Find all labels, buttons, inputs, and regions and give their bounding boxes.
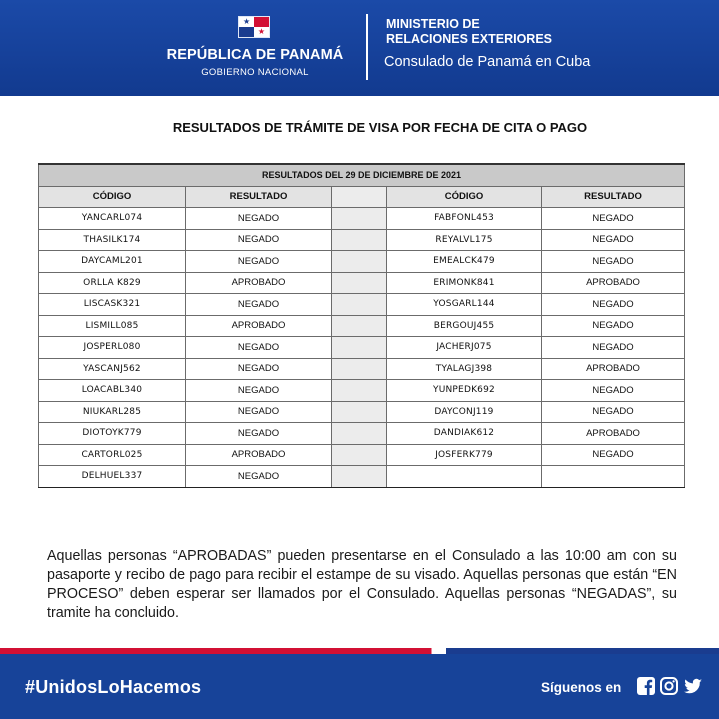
government-label: GOBIERNO NACIONAL [201, 67, 309, 78]
spacer-cell [332, 294, 387, 316]
code-cell: LISCASK321 [39, 294, 186, 316]
code-cell: THASILK174 [39, 229, 186, 251]
result-cell: NEGADO [542, 444, 685, 466]
hashtag: #UnidosLoHacemos [25, 677, 202, 697]
table-row [39, 315, 685, 337]
code-cell: YANCARL074 [39, 208, 186, 230]
ministry-line-2: RELACIONES EXTERIORES [386, 32, 552, 46]
consulate-name: Consulado de Panamá en Cuba [384, 54, 591, 70]
result-cell: NEGADO [186, 208, 332, 230]
result-cell: NEGADO [542, 251, 685, 273]
spacer-cell [332, 208, 387, 230]
date-header: RESULTADOS DEL 29 DE DICIEMBRE DE 2021 [39, 164, 685, 186]
result-cell: APROBADO [542, 358, 685, 380]
table-row [39, 444, 685, 466]
spacer-cell [332, 466, 387, 488]
code-cell: YUNPEDK692 [387, 380, 542, 402]
result-cell: NEGADO [542, 208, 685, 230]
code-cell: DELHUEL337 [39, 466, 186, 488]
spacer-cell [332, 444, 387, 466]
code-cell: JOSPERL080 [39, 337, 186, 359]
instructions-note: Aquellas personas “APROBADAS” pueden presentarse en el Consulado a las 10:00 am con su pasaporte y recibo de pago para recibir el estampe de su visado. Aquellas personas que están “EN PROCESO” deben esperar ser llamados por el Consulado. Aquellas personas “NEGADAS”, su tramite ha concluido. [47, 548, 677, 621]
column-header-result: RESULTADO [542, 186, 685, 208]
result-cell: NEGADO [542, 380, 685, 402]
spacer-cell [332, 337, 387, 359]
spacer-cell [332, 229, 387, 251]
twitter-icon[interactable] [683, 676, 703, 696]
header-banner [0, 0, 719, 96]
result-cell: NEGADO [186, 337, 332, 359]
result-cell: NEGADO [186, 401, 332, 423]
result-cell: NEGADO [542, 337, 685, 359]
document-title: RESULTADOS DE TRÁMITE DE VISA POR FECHA DE CITA O PAGO [172, 120, 588, 135]
spacer-cell [332, 315, 387, 337]
spacer-cell [332, 251, 387, 273]
result-cell: NEGADO [542, 229, 685, 251]
results-table [38, 163, 685, 488]
spacer-cell [332, 401, 387, 423]
spacer-cell [332, 423, 387, 445]
follow-label: Síguenos en [541, 680, 622, 695]
result-cell: NEGADO [542, 315, 685, 337]
table-row [39, 380, 685, 402]
column-header-result: RESULTADO [186, 186, 332, 208]
table-row [39, 466, 685, 488]
code-cell: DAYCONJ119 [387, 401, 542, 423]
result-cell: NEGADO [542, 401, 685, 423]
code-cell [387, 466, 542, 488]
code-cell: FABFONL453 [387, 208, 542, 230]
table-row [39, 272, 685, 294]
result-cell: NEGADO [186, 251, 332, 273]
code-cell: JACHERJ075 [387, 337, 542, 359]
result-cell: NEGADO [186, 466, 332, 488]
column-header-code: CÓDIGO [39, 186, 186, 208]
code-cell: JOSFERK779 [387, 444, 542, 466]
instagram-icon[interactable] [659, 676, 679, 696]
spacer-cell [332, 380, 387, 402]
column-header-code: CÓDIGO [387, 186, 542, 208]
code-cell: EMEALCK479 [387, 251, 542, 273]
table-row [39, 229, 685, 251]
result-cell: APROBADO [542, 423, 685, 445]
table-row [39, 337, 685, 359]
result-cell [542, 466, 685, 488]
code-cell: NIUKARL285 [39, 401, 186, 423]
code-cell: DAYCAML201 [39, 251, 186, 273]
result-cell: NEGADO [542, 294, 685, 316]
result-cell: NEGADO [186, 294, 332, 316]
code-cell: YASCANJ562 [39, 358, 186, 380]
facebook-icon[interactable] [636, 676, 656, 696]
spacer-cell [332, 358, 387, 380]
panama-flag-icon: ★ ★ [238, 16, 270, 38]
code-cell: TYALAGJ398 [387, 358, 542, 380]
result-cell: NEGADO [186, 423, 332, 445]
code-cell: DANDIAK612 [387, 423, 542, 445]
result-cell: APROBADO [186, 315, 332, 337]
code-cell: ORLLA K829 [39, 272, 186, 294]
column-spacer [332, 186, 387, 208]
code-cell: DIOTOYK779 [39, 423, 186, 445]
result-cell: APROBADO [186, 272, 332, 294]
code-cell: ERIMONK841 [387, 272, 542, 294]
table-row [39, 251, 685, 273]
header-divider [366, 14, 368, 80]
result-cell: NEGADO [186, 229, 332, 251]
code-cell: CARTORL025 [39, 444, 186, 466]
ministry-name [386, 17, 552, 47]
footer-bar [0, 654, 719, 719]
result-cell: NEGADO [186, 380, 332, 402]
code-cell: YOSGARL144 [387, 294, 542, 316]
code-cell: LOACABL340 [39, 380, 186, 402]
result-cell: APROBADO [186, 444, 332, 466]
table-row [39, 423, 685, 445]
code-cell: REYALVL175 [387, 229, 542, 251]
table-row [39, 401, 685, 423]
code-cell: BERGOUJ455 [387, 315, 542, 337]
result-cell: APROBADO [542, 272, 685, 294]
table-row [39, 208, 685, 230]
country-name: REPÚBLICA DE PANAMÁ [166, 47, 344, 63]
result-cell: NEGADO [186, 358, 332, 380]
ministry-line-1: MINISTERIO DE [386, 17, 480, 31]
code-cell: LISMILL085 [39, 315, 186, 337]
spacer-cell [332, 272, 387, 294]
table-row [39, 294, 685, 316]
table-row [39, 358, 685, 380]
